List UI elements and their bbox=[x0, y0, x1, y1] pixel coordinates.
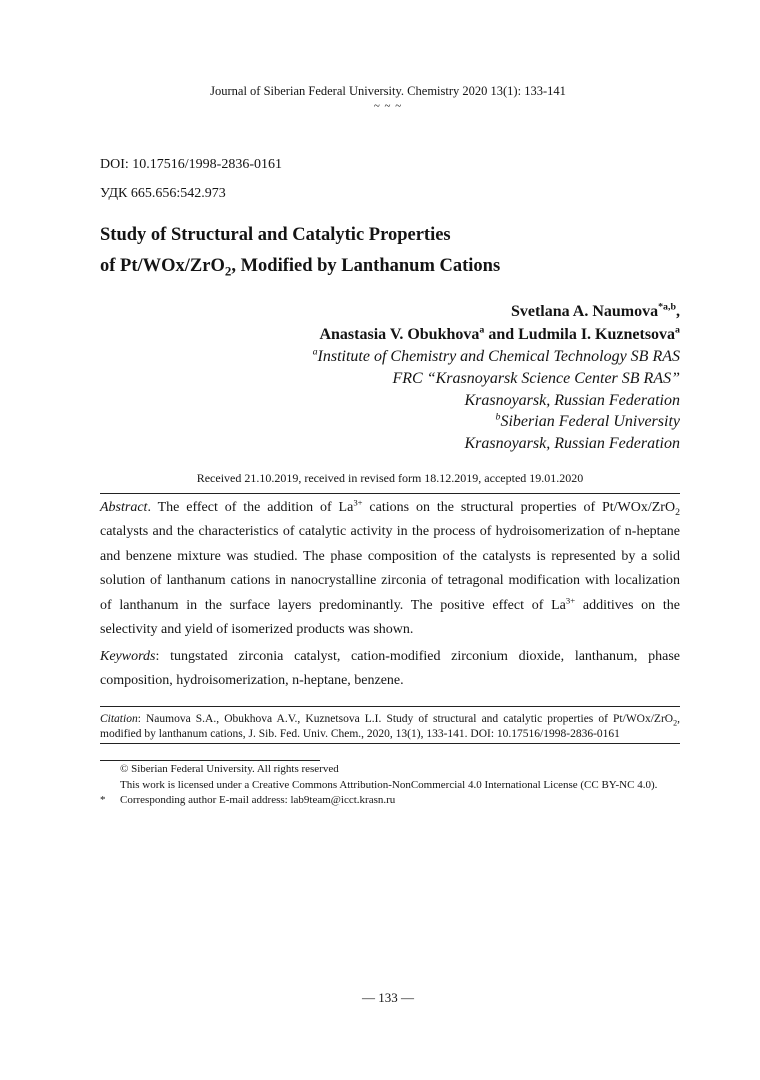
affiliation-b-line-2: Krasnoyarsk, Russian Federation bbox=[464, 435, 680, 452]
affiliation-a-line-2: FRC “Krasnoyarsk Science Center SB RAS” bbox=[392, 370, 680, 387]
abstract-top-rule bbox=[100, 493, 680, 494]
keywords: Keywords: tungstated zirconia catalyst, cation-modified zirconium dioxide, lanthanum, phase composition, hydroisomerization, n-heptane, benzene. bbox=[100, 649, 680, 688]
citation-label: Citation bbox=[100, 713, 138, 725]
copyright-note: © Siberian Federal University. All rights reserved bbox=[120, 763, 339, 775]
author-naumova: Svetlana A. Naumova bbox=[510, 303, 659, 320]
license-note: This work is licensed under a Creative Commons Attribution-NonCommercial 4.0 International License (CC BY-NC 4.0). bbox=[120, 778, 658, 791]
author-line-2: Anastasia V. Obukhova$^a$ and Ludmila I. Kuznetsova$^a$ bbox=[319, 324, 680, 343]
running-head: Journal of Siberian Federal University. Chemistry 2020 13(1): 133-141 bbox=[210, 84, 566, 98]
header-separator: ~ ~ ~ bbox=[373, 100, 403, 112]
keywords-label: Keywords bbox=[100, 649, 156, 664]
author-obukhova: Anastasia V. Obukhova bbox=[319, 326, 480, 343]
footnotes bbox=[100, 762, 700, 809]
udk-code: УДК 665.656:542.973 bbox=[100, 186, 226, 201]
citation-top-rule bbox=[100, 706, 680, 707]
citation: Citation: Naumova S.A., Obukhova A.V., Kuznetsova L.I. Study of structural and catalytic properties of Pt/WOx/ZrO$_2$, modified by lanthanum cations, J. Sib. Fed. Univ. Chem., 2020, 13(1), 133-141. DOI: 10.17516/1998-2836-0161 bbox=[100, 713, 680, 740]
page-number: — 133 — bbox=[362, 990, 414, 1005]
received-dates: Received 21.10.2019, received in revised form 18.12.2019, accepted 19.01.2020 bbox=[196, 471, 584, 485]
affiliation-a-line-3: Krasnoyarsk, Russian Federation bbox=[464, 392, 680, 409]
abstract: Abstract. The effect of the addition of $La^{3+}$ cations on the structural properties of Pt/WOx/ZrO$_2$ catalysts and the characteristics of catalytic activity in the process of hydroisomerization of n-heptane and benzene mixture was studied. The phase composition of the catalysts is represented by a solid solution of lanthanum cations in nanocrystalline zirconia of tetragonal modification with localization of lanthanum in the surface layers predominantly. The positive effect of $La^{3+}$ additives on the selectivity and yield of isomerized products was shown. bbox=[100, 497, 680, 638]
corresponding-author-note: * Corresponding author E-mail address: lab9team@icct.krasn.ru bbox=[100, 794, 396, 806]
affiliation-b-line-1: $^b$Siberian Federal University bbox=[495, 411, 680, 430]
paper-title-line-2: of Pt/WOx/ZrO$_2$, Modified by Lanthanum Cations bbox=[100, 256, 501, 279]
affiliation-a-line-1: $^a$Institute of Chemistry and Chemical Technology SB RAS bbox=[312, 346, 680, 365]
abstract-label: Abstract bbox=[100, 500, 148, 515]
doi: DOI: 10.17516/1998-2836-0161 bbox=[100, 157, 282, 172]
author-kuznetsova: Ludmila I. Kuznetsova bbox=[518, 326, 676, 343]
citation-bottom-rule bbox=[100, 743, 680, 744]
footnote-rule bbox=[100, 760, 320, 761]
paper-title-line-1: Study of Structural and Catalytic Properties bbox=[100, 225, 451, 245]
author-line-1: Svetlana A. Naumova$^{*a,b}$, bbox=[510, 301, 680, 320]
